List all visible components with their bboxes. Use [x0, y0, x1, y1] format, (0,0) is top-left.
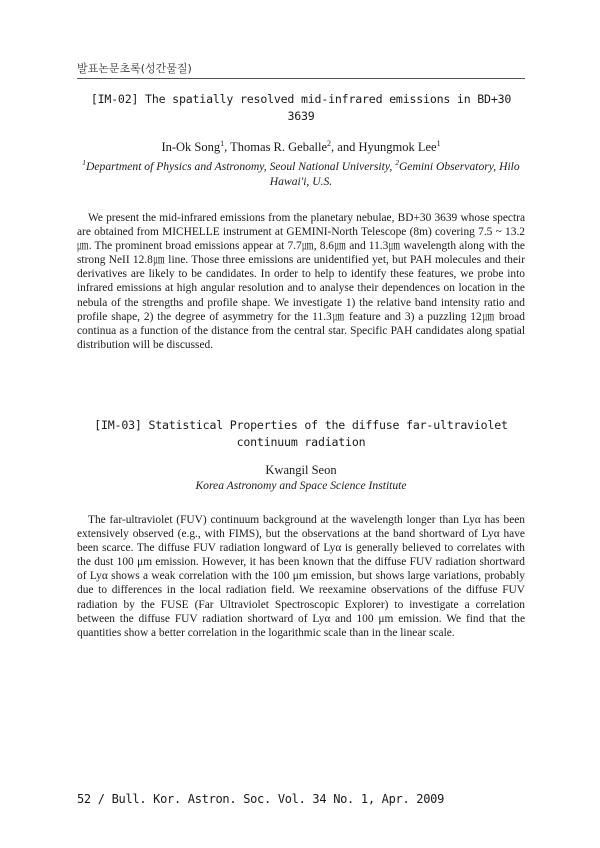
- affiliation-superscript: 2: [395, 158, 399, 168]
- author-separator: ,: [224, 140, 231, 155]
- author-superscript: 2: [327, 139, 332, 148]
- author-superscript: 1: [436, 139, 441, 148]
- article-im-02: [77, 91, 525, 352]
- affiliation: [77, 155, 525, 189]
- affiliation-text: Department of Physics and Astronomy, Seoul National University,: [86, 160, 396, 174]
- article-title: [IM-03] Statistical Properties of the diffuse far-ultraviolet continuum radiation: [94, 418, 508, 449]
- running-header: 발표논문초록(성간물질): [77, 62, 192, 75]
- author-name: Hyungmok Lee: [358, 140, 437, 155]
- author-name: Kwangil Seon: [265, 463, 337, 477]
- author-name: Thomas R. Geballe: [230, 140, 328, 155]
- author-name: In-Ok Song: [161, 140, 221, 155]
- author-list: [77, 136, 525, 155]
- affiliation: Korea Astronomy and Space Science Institute: [195, 479, 407, 492]
- affiliation-superscript: 1: [82, 158, 87, 168]
- article-im-03: [77, 417, 525, 640]
- author-separator: , and: [331, 140, 359, 155]
- abstract-text: We present the mid-infrared emissions from the planetary nebulae, BD+30 3639 whose spectra are obtained from MICHELLE instrument at GEMINI-North Telescope (8m) covering 7.5 ~ 13.2㎛. The prominent broad emissions appear at 7.7㎛, 8.6㎛ and 11.3㎛ wavelength along with the strong NeII 12.8㎛ line. Those three emissions are unidentified yet, but PAH molecules and their derivatives are likely to be candidates. In order to help to identify these features, we probe into infrared emissions at high angular resolution and to analyse their dependences on location in the nebula of the strengths and profile shape. We investigate 1) the relative band intensity ratio and profile shape, 2) the degree of asymmetry for the 11.3㎛ feature and 3) a puzzling 12㎛ broad continua as a function of the distance from the central star. Specific PAH candidates along spatial distribution will be discussed.: [77, 212, 525, 351]
- page-footer: 52 / Bull. Kor. Astron. Soc. Vol. 34 No. 1, Apr. 2009: [77, 792, 445, 806]
- author-superscript: 1: [220, 139, 225, 148]
- affiliation-text: Gemini Observatory, Hilo Hawai'i, U.S.: [269, 160, 520, 189]
- article-title: [IM-02] The spatially resolved mid-infrared emissions in BD+30 3639: [90, 92, 512, 123]
- header-divider: [77, 78, 525, 79]
- abstract-text: The far-ultraviolet (FUV) continuum background at the wavelength longer than Lyα has been extensively observed (e.g., with FIMS), but the observations at the band shortward of Lyα have been scarce. The diffuse FUV radiation longward of Lyα is generally believed to correlates with the dust 100 μm emission. However, it has been known that the diffuse FUV radiation shortward of Lyα shows a weak correlation with the 100 μm emission, but shows large variations, probably due to differences in the local radiation field. We reexamine observations of the diffuse FUV radiation by the FUSE (Far Ultraviolet Spectroscopic Explorer) to investigate a correlation between the diffuse FUV radiation shortward of Lyα and 100 μm emission. We find that the quantities show a better correlation in the logarithmic scale than in the linear scale.: [77, 514, 525, 639]
